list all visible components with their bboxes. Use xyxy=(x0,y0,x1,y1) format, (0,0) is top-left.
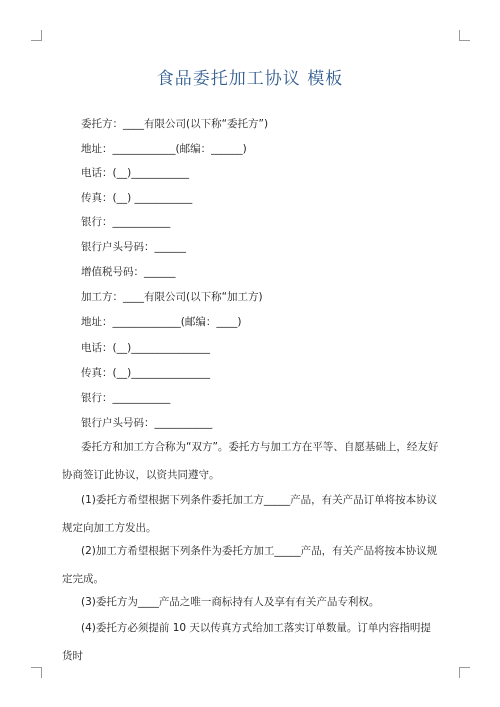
party-b-bank: 银行：___________ xyxy=(81,392,171,404)
party-a-address: 地址：____________(邮编：______) xyxy=(81,143,247,155)
intro-paragraph: 委托方和加工方合称为“双方”。委托方与加工方在平等、自愿基础上，经友好协商签订此协议，以资共同遵守。 xyxy=(62,441,439,481)
crop-mark-top-right xyxy=(459,30,470,41)
crop-mark-top-left xyxy=(31,30,42,41)
clause-3: (3)委托方为____产品之唯一商标持有人及享有有关产品专利权。 xyxy=(81,596,380,608)
party-b-processor: 加工方：____有限公司(以下称“加工方) xyxy=(81,291,263,303)
crop-mark-bottom-right xyxy=(459,667,470,678)
party-a-bank: 银行：___________ xyxy=(81,216,171,228)
party-a-phone: 电话：(__)___________ xyxy=(81,167,189,179)
document-title: 食品委托加工协议 模板 xyxy=(156,69,344,89)
party-a-fax: 传真：(__) ___________ xyxy=(81,192,193,204)
party-b-account: 银行户头号码：___________ xyxy=(81,417,213,429)
party-a-account: 银行户头号码：______ xyxy=(81,241,186,253)
party-b-address: 地址：_____________(邮编：____) xyxy=(81,316,242,328)
party-b-phone: 电话：(__)_______________ xyxy=(81,342,210,354)
clause-2: (2)加工方希望根据下列条件为委托方加工_____产品，有关产品将按本协议规定完成。 xyxy=(62,545,438,585)
party-a-client: 委托方：____有限公司(以下称“委托方”) xyxy=(81,118,269,130)
crop-mark-bottom-left xyxy=(31,667,42,678)
clause-1: (1)委托方希望根据下列条件委托加工方_____产品，有关产品订单将按本协议规定向加工方发出。 xyxy=(62,494,438,534)
party-a-vat: 增值税号码：______ xyxy=(81,266,176,278)
clause-4: (4)委托方必须提前 10 天以传真方式给加工落实订单数量。订单内容指明提货时 xyxy=(62,622,431,662)
party-b-fax: 传真：(__)_______________ xyxy=(81,367,210,379)
